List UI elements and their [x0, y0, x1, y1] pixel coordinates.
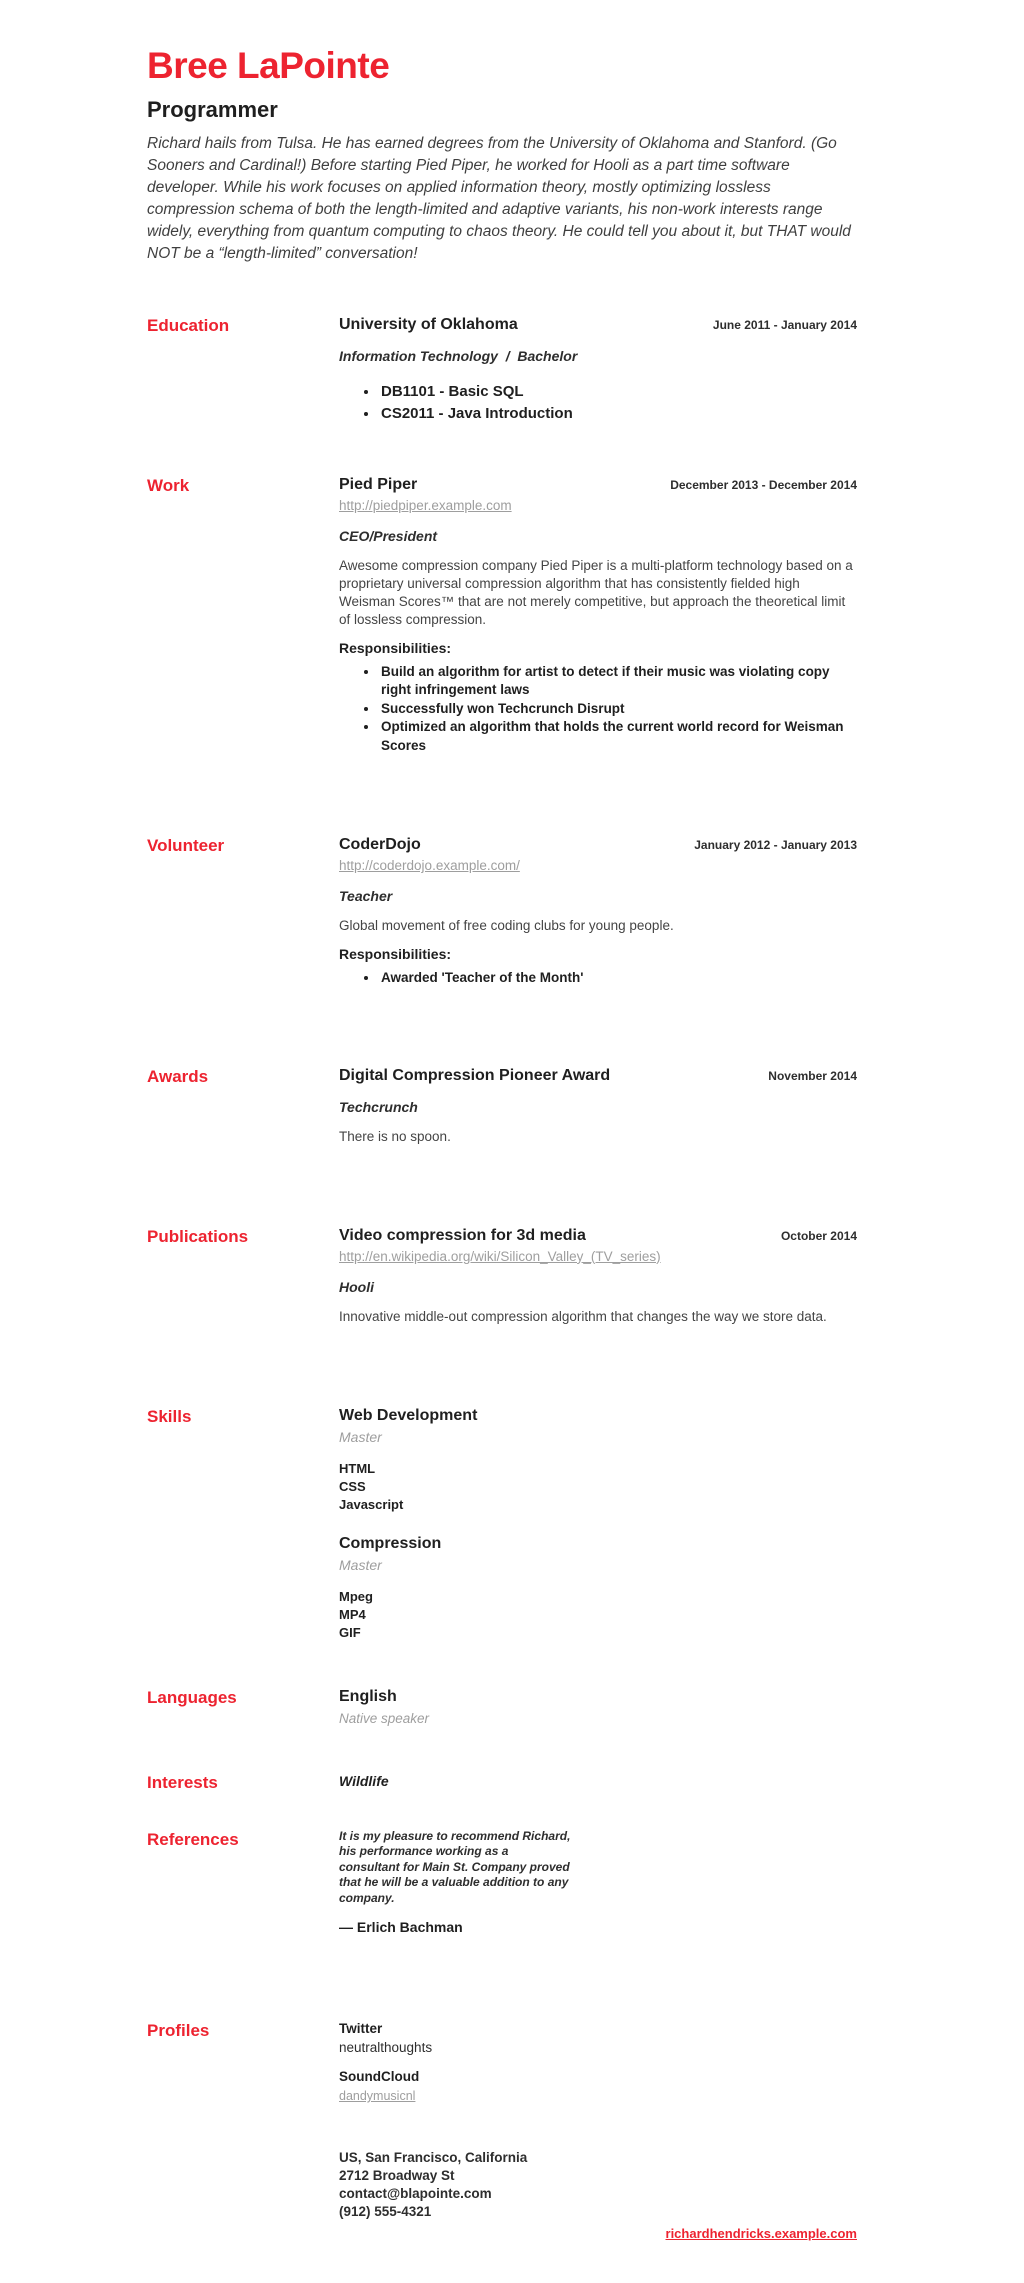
section-publications — [147, 1226, 857, 1326]
volunteer-date: January 2012 - January 2013 — [694, 838, 857, 853]
volunteer-website — [339, 857, 857, 875]
section-volunteer — [147, 835, 857, 988]
profiles-content — [339, 2020, 857, 2105]
skill-keyword: HTML — [339, 1460, 376, 1476]
footer-address — [339, 2149, 857, 2221]
work-website — [339, 497, 857, 515]
education-entry-head — [339, 315, 857, 335]
reference-quote: It is my pleasure to recommend Richard, his performance working as a consultant for Main St. Company proved that he will be a valuable addition to any company. — [339, 1828, 571, 1905]
profile-network: SoundCloud — [339, 2069, 420, 2085]
language-name: English — [339, 1687, 397, 1705]
work-summary: Awesome compression company Pied Piper is a multi-platform technology based on a proprietary universal compression algorithm that has consistently fielded high Weisman Scores™ that are not merely competitive, but approach the theoretical limit of lossless compression. — [339, 557, 853, 627]
footer-address-line: US, San Francisco, California — [339, 2150, 528, 2166]
work-company: Pied Piper — [339, 475, 418, 493]
education-content — [339, 315, 857, 425]
profile-item-soundcloud — [339, 2068, 857, 2105]
section-interests — [147, 1772, 857, 1793]
section-footer — [147, 2149, 857, 2243]
volunteer-summary: Global movement of free coding clubs for young people. — [339, 918, 674, 934]
skill-keyword: MP4 — [339, 1606, 366, 1622]
award-title: Digital Compression Pioneer Award — [339, 1066, 611, 1084]
award-entry-head — [339, 1066, 857, 1086]
course-item: • CS2011 - Java Introduction — [379, 403, 857, 425]
education-area-degree: Information Technology / Bachelor — [339, 347, 578, 364]
skills-content — [339, 1406, 857, 1642]
profile-item-twitter — [339, 2020, 857, 2056]
footer-address-line: (912) 555-4321 — [339, 2204, 432, 2220]
person-summary: Richard hails from Tulsa. He has earned degrees from the University of Oklahoma and Stanford. (Go Sooners and Cardinal!) Before starting Pied Piper, he worked for Hooli as a part time software developer. While his work focuses on applied information theory, mostly optimizing lossless compression schema of both the length-limited and adaptive variants, his non-work interests range widely, everything from quantum computing to chaos theory. He could tell you about it, but THAT would NOT be a “length-limited” conversation! — [147, 134, 851, 262]
person-job-title: Programmer — [147, 96, 278, 122]
person-name: Bree LaPointe — [147, 45, 390, 86]
footer-content — [339, 2149, 857, 2243]
footer-address-line: contact@blapointe.com — [339, 2186, 492, 2202]
skill-group-name: Web Development — [339, 1406, 478, 1424]
references-content — [339, 1829, 857, 1937]
section-label-skills: Skills — [147, 1406, 192, 1426]
section-label-interests: Interests — [147, 1772, 218, 1792]
section-label-languages: Languages — [147, 1687, 237, 1707]
awards-content — [339, 1066, 857, 1146]
section-languages — [147, 1687, 857, 1728]
section-label-volunteer: Volunteer — [147, 836, 225, 856]
highlight-item: • Optimized an algorithm that holds the current world record for Weisman Scores — [379, 718, 857, 755]
course-item: • DB1101 - Basic SQL — [379, 381, 857, 403]
skill-group-level: Master — [339, 1428, 382, 1445]
publication-website-link[interactable]: http://en.wikipedia.org/wiki/Silicon_Valley_(TV_series) — [339, 1248, 661, 1264]
skill-group-name: Compression — [339, 1534, 442, 1552]
work-position: CEO/President — [339, 527, 438, 544]
volunteer-website-link[interactable]: http://coderdojo.example.com/ — [339, 858, 520, 874]
languages-content — [339, 1687, 857, 1728]
interest-name: Wildlife — [339, 1772, 389, 1789]
award-awarder: Techcrunch — [339, 1098, 418, 1115]
education-course-list — [339, 381, 857, 425]
publication-website — [339, 1248, 857, 1266]
work-responsibilities-label: Responsibilities: — [339, 639, 452, 656]
work-entry-head — [339, 475, 857, 495]
section-profiles — [147, 2020, 857, 2105]
award-summary: There is no spoon. — [339, 1128, 451, 1144]
section-work — [147, 475, 857, 756]
skill-keyword: CSS — [339, 1478, 366, 1494]
footer-website-link[interactable]: richardhendricks.example.com — [665, 2226, 857, 2242]
work-date: December 2013 - December 2014 — [670, 477, 857, 492]
footer-website — [339, 2225, 857, 2243]
publication-publisher: Hooli — [339, 1278, 374, 1295]
section-education — [147, 315, 857, 425]
footer-label-spacer — [147, 2149, 339, 2243]
volunteer-content — [339, 835, 857, 988]
profile-username-link[interactable]: dandymusicnl — [339, 2089, 416, 2104]
profile-username: neutralthoughts — [339, 2040, 433, 2056]
volunteer-organization: CoderDojo — [339, 836, 421, 854]
skill-keyword: GIF — [339, 1624, 361, 1640]
skill-keyword-list — [339, 1460, 857, 1514]
volunteer-highlight-list — [339, 969, 857, 988]
profile-network: Twitter — [339, 2021, 383, 2037]
section-awards — [147, 1066, 857, 1146]
publications-content — [339, 1226, 857, 1326]
work-highlight-list — [339, 663, 857, 756]
section-label-references: References — [147, 1829, 239, 1849]
section-references — [147, 1829, 857, 1937]
skill-group-level: Master — [339, 1556, 382, 1573]
skill-keyword-list — [339, 1588, 857, 1642]
education-date: June 2011 - January 2014 — [712, 317, 857, 332]
language-fluency: Native speaker — [339, 1710, 430, 1726]
section-label-profiles: Profiles — [147, 2021, 210, 2041]
publication-name: Video compression for 3d media — [339, 1226, 586, 1244]
volunteer-responsibilities-label: Responsibilities: — [339, 946, 452, 963]
section-label-work: Work — [147, 475, 190, 495]
work-content — [339, 475, 857, 756]
section-skills — [147, 1406, 857, 1642]
volunteer-entry-head — [339, 835, 857, 855]
highlight-item: • Awarded 'Teacher of the Month' — [379, 969, 857, 988]
volunteer-position: Teacher — [339, 888, 393, 905]
highlight-item: • Build an algorithm for artist to detect if their music was violating copy right infringement laws — [379, 663, 857, 700]
skill-group — [339, 1406, 857, 1514]
award-date: November 2014 — [768, 1068, 857, 1083]
skill-keyword: Javascript — [339, 1496, 404, 1512]
resume-header — [147, 46, 857, 265]
section-label-publications: Publications — [147, 1226, 249, 1246]
education-institution: University of Oklahoma — [339, 315, 518, 333]
skill-group — [339, 1534, 857, 1642]
publication-entry-head — [339, 1226, 857, 1246]
publication-date: October 2014 — [780, 1228, 857, 1243]
profile-link-wrap — [339, 2087, 857, 2105]
section-label-education: Education — [147, 315, 230, 335]
skill-keyword: Mpeg — [339, 1588, 373, 1604]
reference-name: — Erlich Bachman — [339, 1919, 463, 1936]
section-label-awards: Awards — [147, 1066, 209, 1086]
interests-content — [339, 1772, 857, 1793]
work-website-link[interactable]: http://piedpiper.example.com — [339, 497, 512, 513]
publication-summary: Innovative middle-out compression algorithm that changes the way we store data. — [339, 1308, 827, 1324]
footer-address-line: 2712 Broadway St — [339, 2168, 455, 2184]
highlight-item: • Successfully won Techcrunch Disrupt — [379, 700, 857, 719]
